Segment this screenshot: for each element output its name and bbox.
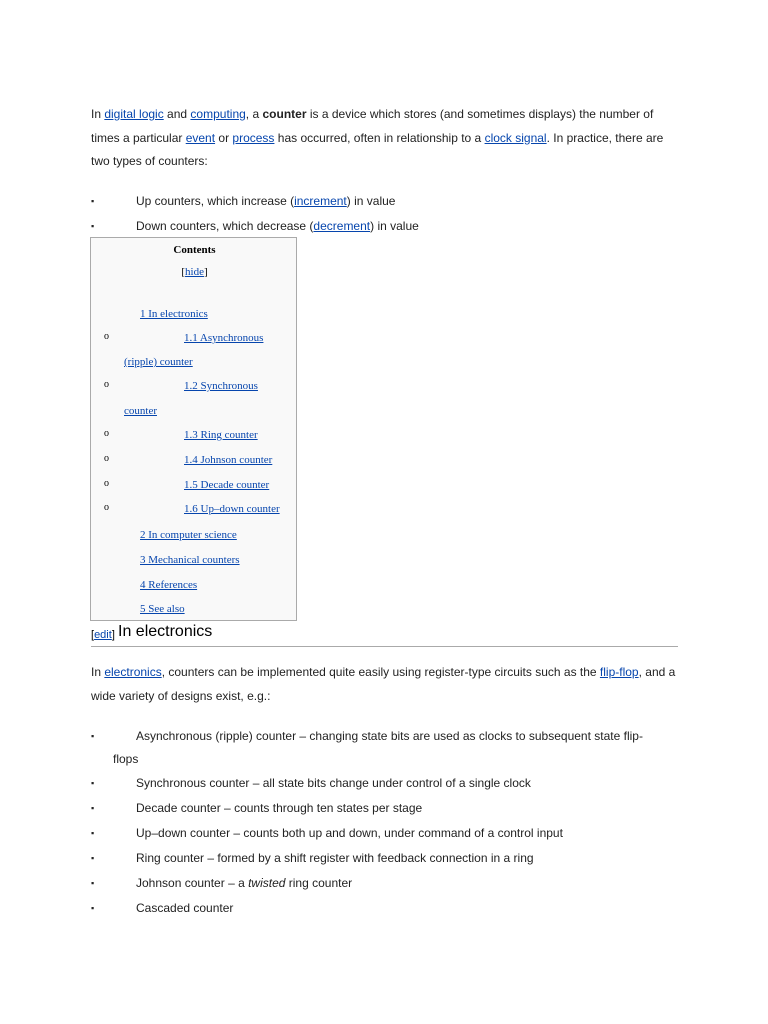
list-bullet: ▪ — [91, 803, 95, 813]
toc-sub-marker: o — [104, 453, 109, 464]
toc-item-synchronous-counter-cont[interactable]: counter — [124, 405, 157, 417]
table-of-contents — [90, 237, 297, 621]
toc-item-decade-counter[interactable]: 1.5 Decade counter — [184, 479, 270, 491]
intro-paragraph — [91, 103, 671, 174]
counter-term: counter — [262, 107, 307, 121]
list-item-text: ring counter — [285, 876, 353, 890]
list-item-cascaded-counter: Cascaded counter — [136, 901, 234, 915]
bracket: [ — [181, 266, 186, 278]
intro-text: has occurred, often in relationship to a — [274, 130, 485, 145]
list-bullet: ▪ — [91, 221, 95, 231]
list-item-text: Johnson counter – a — [136, 876, 249, 890]
list-item-down-counters — [136, 215, 419, 238]
toc-item-asynchronous-counter-cont[interactable]: (ripple) counter — [124, 356, 193, 368]
flip-flop-link[interactable]: flip-flop — [599, 665, 639, 679]
paragraph-text: , counters can be implemented quite easily using register-type circuits such as the — [161, 665, 600, 679]
bracket: ] — [203, 266, 208, 278]
toc-hide-link[interactable]: hide — [185, 266, 204, 278]
list-item-up-down-counter: Up–down counter – counts both up and down, under command of a control input — [136, 826, 563, 840]
toc-item-in-electronics[interactable]: 1 In electronics — [140, 308, 208, 320]
intro-text: , a — [245, 107, 263, 121]
process-link[interactable]: process — [232, 130, 275, 145]
intro-text: or — [215, 130, 233, 145]
increment-link[interactable]: increment — [294, 194, 347, 208]
edit-link[interactable]: edit — [94, 629, 112, 641]
electronics-paragraph — [91, 661, 676, 708]
intro-text: . In practice, there are two types of counters: — [91, 130, 664, 168]
section-heading-in-electronics — [91, 622, 678, 647]
toc-sub-marker: o — [104, 478, 109, 489]
intro-text: In — [91, 107, 105, 121]
list-item-text: Up counters, which increase ( — [136, 194, 295, 208]
paragraph-text: In — [91, 665, 105, 679]
list-bullet: ▪ — [91, 878, 95, 888]
list-item-text: ) in value — [346, 194, 396, 208]
toc-sub-marker: o — [104, 379, 109, 390]
list-bullet: ▪ — [91, 903, 95, 913]
list-item-async-counter: Asynchronous (ripple) counter – changing state bits are used as clocks to subsequent state flip- — [136, 729, 643, 743]
toc-item-see-also[interactable]: 5 See also — [140, 603, 185, 615]
paragraph-text: , and a wide variety of designs exist, e.g.: — [91, 665, 676, 703]
list-bullet: ▪ — [91, 853, 95, 863]
list-item-johnson-counter — [136, 872, 352, 895]
event-link[interactable]: event — [185, 130, 216, 145]
list-item-up-counters — [136, 190, 395, 213]
list-item-text: Down counters, which decrease ( — [136, 219, 314, 233]
toc-sub-marker: o — [104, 502, 109, 513]
bracket: [ — [91, 629, 95, 641]
toc-item-up-down-counter[interactable]: 1.6 Up–down counter — [184, 503, 280, 515]
toc-sub-marker: o — [104, 331, 109, 342]
bracket: ] — [111, 629, 115, 641]
digital-logic-link[interactable]: digital logic — [104, 107, 164, 121]
intro-text: and — [163, 107, 191, 121]
computing-link[interactable]: computing — [190, 107, 246, 121]
toc-item-computer-science[interactable]: 2 In computer science — [140, 529, 237, 541]
clock-signal-link[interactable]: clock signal — [484, 130, 547, 145]
list-bullet: ▪ — [91, 778, 95, 788]
toc-sub-marker: o — [104, 428, 109, 439]
list-item-ring-counter: Ring counter – formed by a shift register with feedback connection in a ring — [136, 851, 534, 865]
toc-item-asynchronous-counter[interactable]: 1.1 Asynchronous — [184, 332, 264, 344]
emphasis-twisted: twisted — [248, 876, 286, 890]
toc-item-references[interactable]: 4 References — [140, 579, 198, 591]
section-title: In electronics — [118, 623, 213, 640]
toc-hide-toggle — [91, 266, 298, 278]
toc-item-johnson-counter[interactable]: 1.4 Johnson counter — [184, 454, 273, 466]
edit-section — [91, 629, 115, 641]
toc-item-ring-counter[interactable]: 1.3 Ring counter — [184, 429, 258, 441]
list-bullet: ▪ — [91, 196, 95, 206]
list-bullet: ▪ — [91, 731, 95, 741]
intro-text: is a device which stores (and sometimes displays) the number of times a particular — [91, 107, 654, 145]
list-item-sync-counter: Synchronous counter – all state bits change under control of a single clock — [136, 776, 531, 790]
electronics-link[interactable]: electronics — [104, 665, 162, 679]
toc-item-synchronous-counter[interactable]: 1.2 Synchronous — [184, 380, 258, 392]
list-item-decade-counter: Decade counter – counts through ten states per stage — [136, 801, 423, 815]
list-item-text: ) in value — [370, 219, 419, 233]
toc-item-mechanical-counters[interactable]: 3 Mechanical counters — [140, 554, 240, 566]
list-bullet: ▪ — [91, 828, 95, 838]
toc-title: Contents — [173, 244, 216, 256]
list-item-async-counter-cont: flops — [113, 752, 139, 766]
decrement-link[interactable]: decrement — [313, 219, 371, 233]
